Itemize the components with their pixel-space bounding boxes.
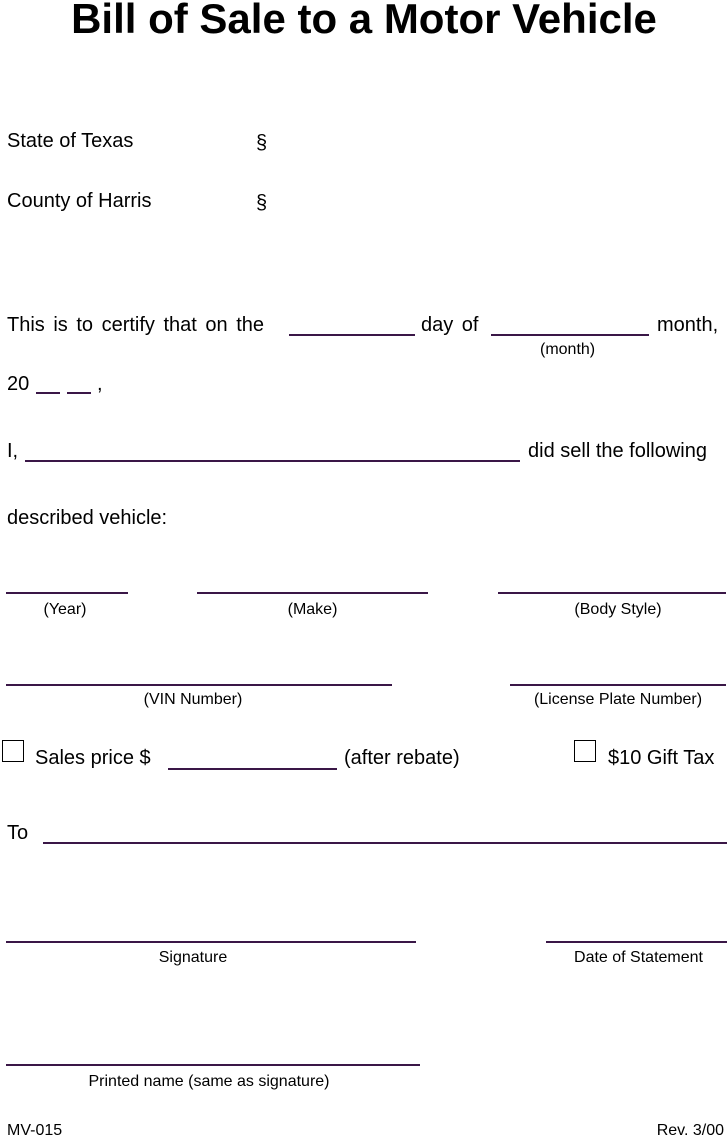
month-caption: (month): [540, 341, 596, 358]
sales-price-label: Sales price $: [35, 747, 151, 769]
date-of-statement-line: [546, 941, 727, 943]
year-field[interactable]: [6, 570, 128, 592]
page-title: Bill of Sale to a Motor Vehicle: [71, 0, 657, 42]
seller-prefix: I,: [7, 440, 19, 462]
sales-price-checkbox[interactable]: [2, 740, 24, 762]
after-rebate-label: (after rebate): [344, 747, 460, 769]
printed-name-field[interactable]: [6, 1042, 420, 1064]
year-caption: (Year): [43, 601, 87, 618]
state-label: State of Texas: [7, 130, 134, 152]
year-prefix: 20: [7, 373, 30, 395]
make-line: [197, 592, 428, 594]
seller-name-line: [25, 460, 520, 462]
body-style-line: [498, 592, 726, 594]
form-id: MV-015: [7, 1122, 63, 1139]
vin-line: [6, 684, 392, 686]
month-line: [491, 334, 649, 336]
signature-caption: Signature: [158, 949, 228, 966]
section-symbol-county: §: [256, 192, 268, 214]
date-of-statement-field[interactable]: [546, 919, 727, 941]
year-line: [6, 592, 128, 594]
day-field[interactable]: [289, 312, 415, 334]
printed-name-line: [6, 1064, 420, 1066]
year-blank-2: [67, 392, 91, 394]
section-symbol-state: §: [256, 132, 268, 154]
seller-name-field[interactable]: [25, 438, 520, 460]
date-of-statement-caption: Date of Statement: [574, 949, 703, 966]
buyer-name-line: [43, 842, 727, 844]
license-plate-line: [510, 684, 726, 686]
day-line: [289, 334, 415, 336]
revision-label: Rev. 3/00: [656, 1122, 724, 1139]
license-plate-caption: (License Plate Number): [533, 691, 703, 708]
certify-text: This is to certify that on the: [7, 314, 264, 336]
seller-suffix: did sell the following: [528, 440, 707, 462]
make-field[interactable]: [197, 570, 428, 592]
described-vehicle-text: described vehicle:: [7, 507, 168, 529]
buyer-to-label: To: [7, 822, 29, 844]
year-comma: ,: [97, 373, 103, 395]
license-plate-field[interactable]: [510, 662, 726, 684]
sales-price-line: [168, 768, 337, 770]
day-of-text: day of: [421, 314, 479, 336]
year-blank-1: [36, 392, 60, 394]
buyer-name-field[interactable]: [43, 820, 727, 842]
body-style-field[interactable]: [498, 570, 726, 592]
vin-field[interactable]: [6, 662, 392, 684]
county-label: County of Harris: [7, 190, 152, 212]
body-style-caption: (Body Style): [574, 601, 662, 618]
month-word: month,: [657, 314, 719, 336]
signature-line: [6, 941, 416, 943]
vin-caption: (VIN Number): [143, 691, 243, 708]
make-caption: (Make): [287, 601, 338, 618]
gift-tax-checkbox[interactable]: [574, 740, 596, 762]
month-field[interactable]: [491, 312, 649, 334]
signature-field[interactable]: [6, 919, 416, 941]
printed-name-caption: Printed name (same as signature): [88, 1073, 330, 1090]
sales-price-field[interactable]: [168, 746, 337, 768]
gift-tax-label: $10 Gift Tax: [608, 747, 715, 769]
year-digits-field[interactable]: [36, 372, 91, 394]
